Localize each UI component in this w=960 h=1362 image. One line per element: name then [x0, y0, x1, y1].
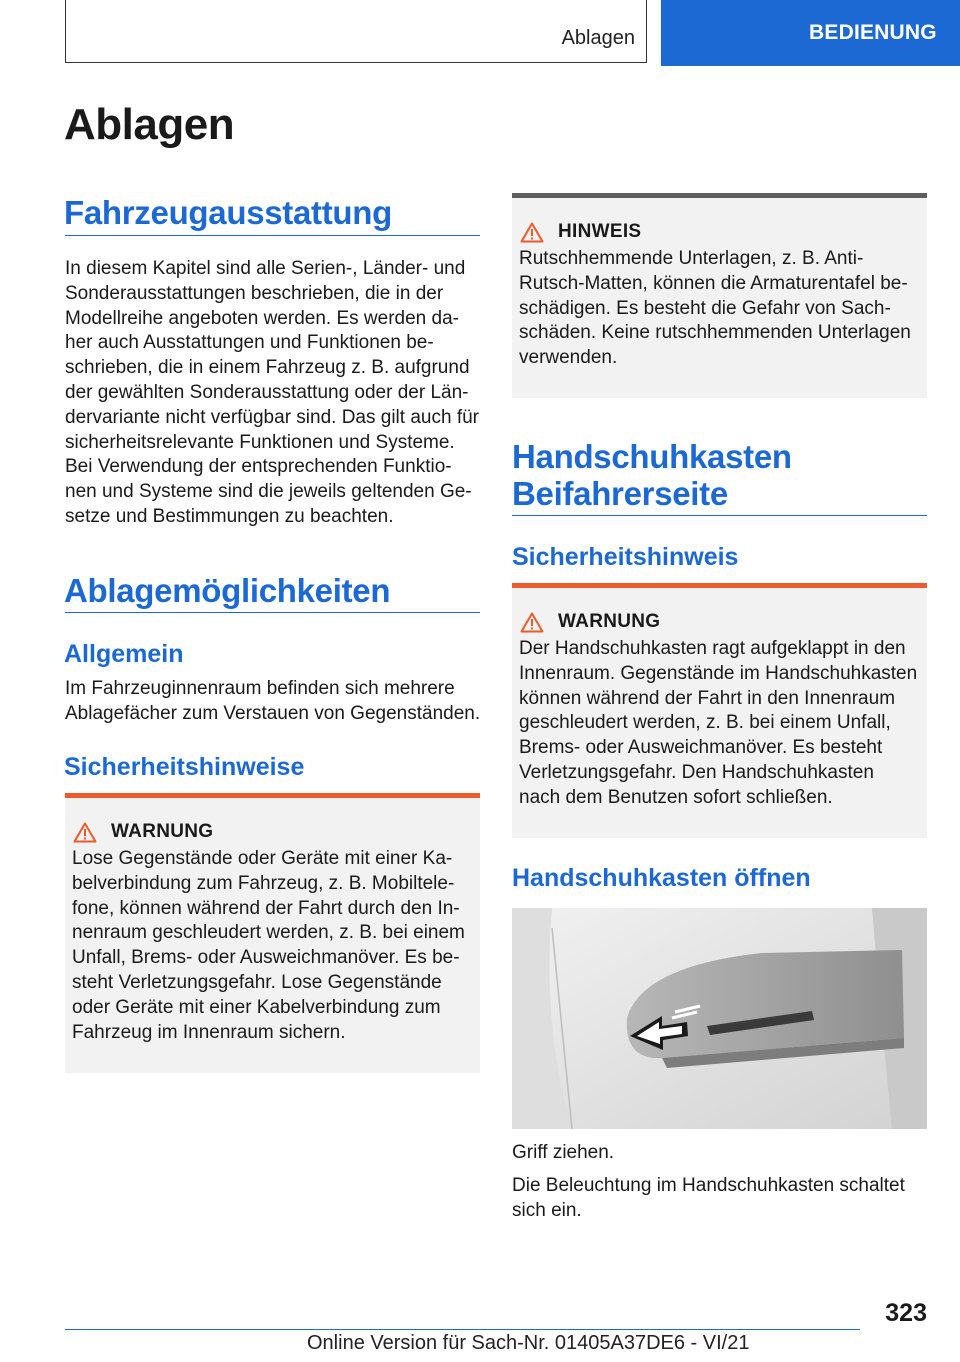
text-line: belverbindung zum Fahrzeug, z. B. Mobiltele- — [72, 872, 455, 894]
text-line: sicherheitsrelevante Funktionen und Systeme. — [65, 431, 455, 453]
text-line: schäden. Keine rutschhemmenden Unterlagen — [519, 322, 911, 344]
header-chapter-label: BEDIENUNG — [809, 21, 937, 44]
heading-rule — [65, 612, 480, 613]
allgemein-paragraph — [65, 677, 485, 727]
text-line: Brems- oder Ausweichmanöver. Es besteht — [519, 737, 883, 759]
text-line: steht Verletzungsgefahr. Lose Gegenstände — [72, 971, 442, 993]
heading-allgemein: Allgemein — [64, 640, 184, 668]
header-section-title: Ablagen — [561, 27, 635, 49]
heading-line: Handschuhkasten — [512, 438, 792, 475]
warning-header — [73, 821, 480, 843]
heading-rule — [512, 515, 927, 516]
warning-text — [72, 847, 480, 1045]
page-number: 323 — [885, 1299, 927, 1327]
heading-ablagemoeglichkeiten: Ablagemöglichkeiten — [64, 572, 391, 609]
text-line: Unfall, Brems- oder Ausweichmanöver. Es be- — [72, 947, 460, 969]
page-title: Ablagen — [64, 100, 235, 149]
notice-triangle-icon — [520, 222, 544, 243]
intro-paragraph — [65, 257, 485, 530]
heading-line: Beifahrerseite — [512, 475, 728, 512]
text-line: Der Handschuhkasten ragt aufgeklappt in den — [519, 638, 906, 659]
warning-label: WARNUNG — [558, 611, 661, 632]
text-line: Fahrzeug im Innenraum sichern. — [72, 1021, 346, 1043]
notice-bar — [512, 193, 927, 198]
text-line: können während der Fahrt in den Innenraum — [519, 687, 896, 709]
warning-header — [520, 611, 927, 633]
text-line: sich ein. — [512, 1199, 582, 1221]
hinweis-box — [512, 193, 927, 398]
warning-bar — [65, 793, 480, 798]
text-line: Bei Verwendung der entsprechenden Funktio- — [65, 456, 452, 478]
text-line: oder Geräte mit einer Kabelverbindung zum — [72, 996, 441, 1018]
heading-rule — [65, 235, 480, 236]
text-line: der gewählten Sonderausstattung oder der Län- — [65, 381, 469, 403]
hinweis-header — [520, 221, 927, 243]
footer-version-text: Online Version für Sach-Nr. 01405A37DE6 - VI/21 — [307, 1332, 750, 1354]
text-line: Sonderausstattungen beschrieben, die in der — [65, 282, 444, 304]
text-line: geschleudert werden, z. B. bei einem Unfall, — [519, 712, 891, 734]
warning-box-right — [512, 583, 927, 838]
text-line: Im Fahrzeuginnenraum befinden sich mehrere — [65, 678, 455, 699]
caption-beleuchtung — [512, 1174, 932, 1224]
warning-triangle-icon — [520, 612, 544, 633]
warning-bar — [512, 583, 927, 588]
text-line: nen und Systeme sind die jeweils geltenden Ge- — [65, 481, 472, 503]
warning-box-left — [65, 793, 480, 1073]
hinweis-label: HINWEIS — [558, 221, 642, 242]
warning-triangle-icon — [73, 822, 97, 843]
header-chapter-tab — [661, 0, 960, 66]
text-line: Modellreihe angeboten werden. Es werden da- — [65, 307, 459, 329]
text-line: her auch Ausstattungen und Funktionen be- — [65, 332, 434, 354]
text-line: fone, können während der Fahrt durch den In- — [72, 897, 460, 919]
warning-label: WARNUNG — [111, 821, 214, 842]
heading-sicherheitshinweise: Sicherheitshinweise — [64, 753, 305, 781]
text-line: verwenden. — [519, 347, 618, 369]
text-line: Rutsch-Matten, können die Armaturentafel be- — [519, 272, 908, 294]
warning-text — [519, 637, 927, 811]
text-line: Verletzungsgefahr. Den Handschuhkasten — [519, 761, 874, 783]
text-line: Die Beleuchtung im Handschuhkasten schaltet — [512, 1175, 905, 1196]
heading-handschuhkasten-oeffnen: Handschuhkasten öffnen — [512, 864, 811, 892]
text-line: Innenraum. Gegenstände im Handschuhkasten — [519, 662, 918, 684]
text-line: Lose Gegenstände oder Geräte mit einer Ka- — [72, 848, 453, 869]
heading-fahrzeugausstattung: Fahrzeugausstattung — [64, 194, 392, 231]
glovebox-illustration — [512, 908, 927, 1129]
glovebox-drawing-icon — [512, 908, 927, 1129]
text-line: schrieben, die in einem Fahrzeug z. B. aufgrund — [65, 357, 470, 379]
text-line: In diesem Kapitel sind alle Serien-, Länder- und — [65, 258, 466, 279]
footer-rule — [65, 1329, 860, 1330]
text-line: nach dem Benutzen sofort schließen. — [519, 786, 833, 808]
header-frame — [65, 0, 647, 63]
text-line: dervariante nicht verfügbar sind. Das gilt auch für — [65, 406, 479, 428]
text-line: schädigen. Es besteht die Gefahr von Sach- — [519, 297, 891, 319]
text-line: Ablagefächer zum Verstauen von Gegenständen. — [65, 702, 481, 724]
text-line: Rutschhemmende Unterlagen, z. B. Anti- — [519, 248, 864, 269]
heading-handschuhkasten — [512, 438, 792, 512]
caption-griff: Griff ziehen. — [512, 1142, 615, 1163]
hinweis-text — [519, 247, 927, 371]
text-line: setze und Bestimmungen zu beachten. — [65, 505, 394, 527]
heading-sicherheitshinweis: Sicherheitshinweis — [512, 543, 739, 571]
text-line: nenraum geschleudert werden, z. B. bei einem — [72, 922, 465, 944]
